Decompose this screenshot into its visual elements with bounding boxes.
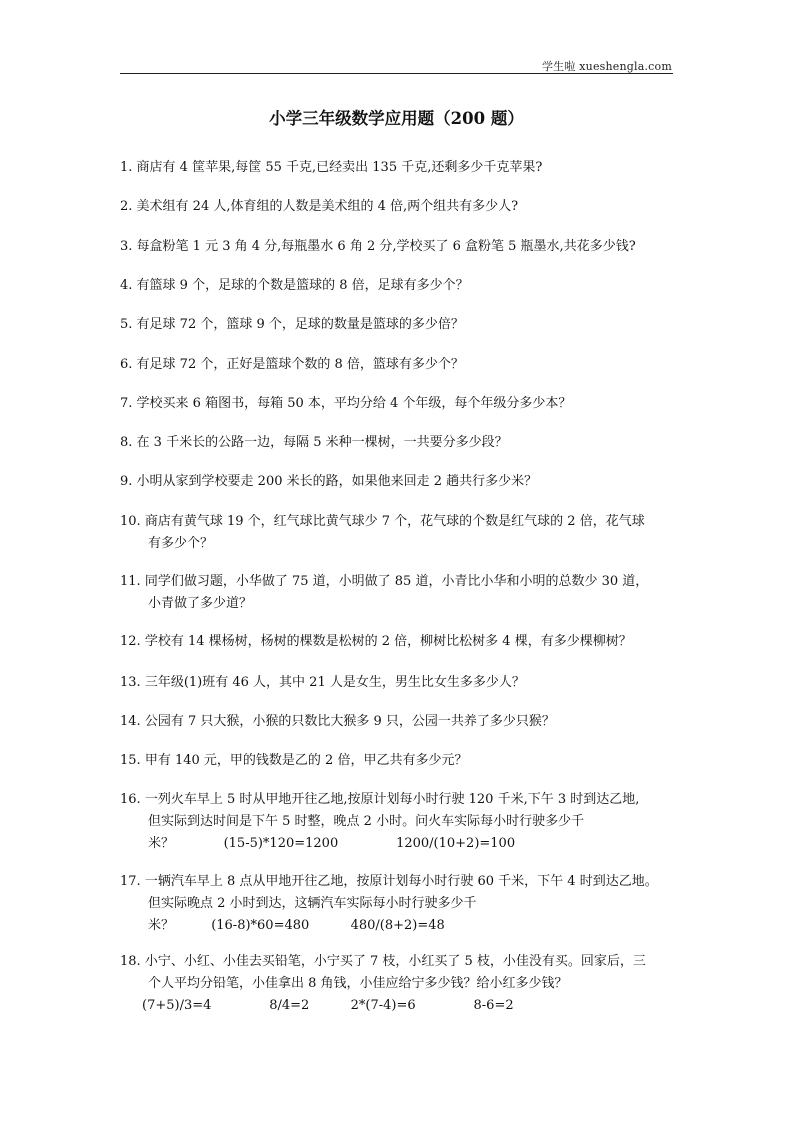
question-number: 1. [120,160,133,175]
question-text-line: 商店有黄气球 19 个，红气球比黄气球少 7 个，花气球的个数是红气球的 2 倍，花气球 [144,514,645,529]
question-number: 17. [120,874,141,889]
question-text: 学校有 14 棵杨树，杨树的棵数是松树的 2 倍，柳树比松树多 4 棵，有多少棵柳树？ [144,634,632,649]
question-item [120,157,675,179]
question-text: 商店有 4 筐苹果,每筐 55 千克,已经卖出 135 千克,还剩多少千克苹果? [136,160,543,175]
question-text: 小明从家到学校要走 200 米长的路，如果他来回走 2 趟共行多少米？ [136,474,538,489]
question-number: 16. [120,792,141,807]
question-number: 5. [120,317,133,332]
question-number: 9. [120,474,133,489]
question-text: 公园有 7 只大猴，小猴的只数比大猴多 9 只，公园一共养了多少只猴？ [144,714,555,729]
question-item [120,871,675,937]
question-number: 13. [120,675,141,690]
question-item [120,951,675,1017]
question-text-line: 但实际到达时间是下午 5 时整，晚点 2 小时。问火车实际每小时行驶多少千 [148,814,585,829]
question-item [120,432,675,454]
question-text-line: 一列火车早上 5 时从甲地开往乙地,按原计划每小时行驶 120 千米,下午 3 时到达乙地, [144,792,640,807]
question-text-line: 有多少个？ [148,536,214,551]
question-text: 三年级(1)班有 46 人，其中 21 人是女生，男生比女生多多少人？ [144,675,525,690]
question-item [120,571,675,615]
question-item [120,314,675,336]
question-number: 14. [120,714,141,729]
question-item [120,672,675,694]
question-text-line: 同学们做习题，小华做了 75 道，小明做了 85 道，小青比小华和小明的总数少 30 道， [144,574,649,589]
question-number: 15. [120,753,141,768]
question-solution-line: 米？ (16-8)*60=480 480/(8+2)=48 [148,918,445,933]
question-item [120,711,675,733]
header-site-label: 学生啦 xueshengla.com [541,60,672,73]
question-number: 12. [120,634,141,649]
question-text-line: 个人平均分铅笔，小佳拿出 8 角钱，小佳应给宁多少钱？给小红多少钱？ [148,976,568,991]
question-text: 有足球 72 个，正好是篮球个数的 8 倍，篮球有多少个？ [136,357,464,372]
question-number: 11. [120,574,141,589]
question-item [120,471,675,493]
page-title: 小学三年级数学应用题（200 题） [269,109,524,128]
question-item [120,511,675,555]
question-text: 在 3 千米长的公路一边，每隔 5 米种一棵树，一共要分多少段？ [136,435,508,450]
question-number: 2. [120,199,133,214]
question-solution-line: (7+5)/3=4 8/4=2 2*(7-4)=6 8-6=2 [142,998,514,1013]
question-text: 学校买来 6 箱图书，每箱 50 本，平均分给 4 个年级，每个年级分多少本？ [136,396,572,411]
question-item [120,196,675,218]
question-item [120,789,675,855]
question-solution-line: 米？ (15-5)*120=1200 1200/(10+2)=100 [148,836,516,851]
question-number: 10. [120,514,141,529]
question-number: 3. [120,239,133,254]
question-item [120,393,675,415]
question-item [120,750,675,772]
question-item [120,236,675,258]
question-number: 7. [120,396,133,411]
question-number: 4. [120,278,133,293]
question-item [120,631,675,653]
question-number: 8. [120,435,133,450]
question-text: 美术组有 24 人,体育组的人数是美术组的 4 倍,两个组共有多少人? [136,199,519,214]
question-text: 有足球 72 个，篮球 9 个，足球的数量是篮球的多少倍？ [136,317,464,332]
header-divider [120,73,673,74]
question-text-line: 小宁、小红、小佳去买铅笔，小宁买了 7 枝，小红买了 5 枝，小佳没有买。回家后，三 [144,954,646,969]
question-text-line: 一辆汽车早上 8 点从甲地开往乙地，按原计划每小时行驶 60 千米，下午 4 时到达乙地。 [144,874,658,889]
question-text-line: 但实际晚点 2 小时到达，这辆汽车实际每小时行驶多少千 [148,896,477,911]
question-text: 每盒粉笔 1 元 3 角 4 分,每瓶墨水 6 角 2 分,学校买了 6 盒粉笔 5 瓶墨水,共花多少钱? [136,239,636,254]
question-number: 6. [120,357,133,372]
question-item [120,354,675,376]
question-text: 有篮球 9 个，足球的个数是篮球的 8 倍，足球有多少个？ [136,278,469,293]
question-text-line: 小青做了多少道？ [148,596,253,611]
question-item [120,275,675,297]
question-number: 18. [120,954,141,969]
question-text: 甲有 140 元，甲的钱数是乙的 2 倍，甲乙共有多少元？ [144,753,468,768]
